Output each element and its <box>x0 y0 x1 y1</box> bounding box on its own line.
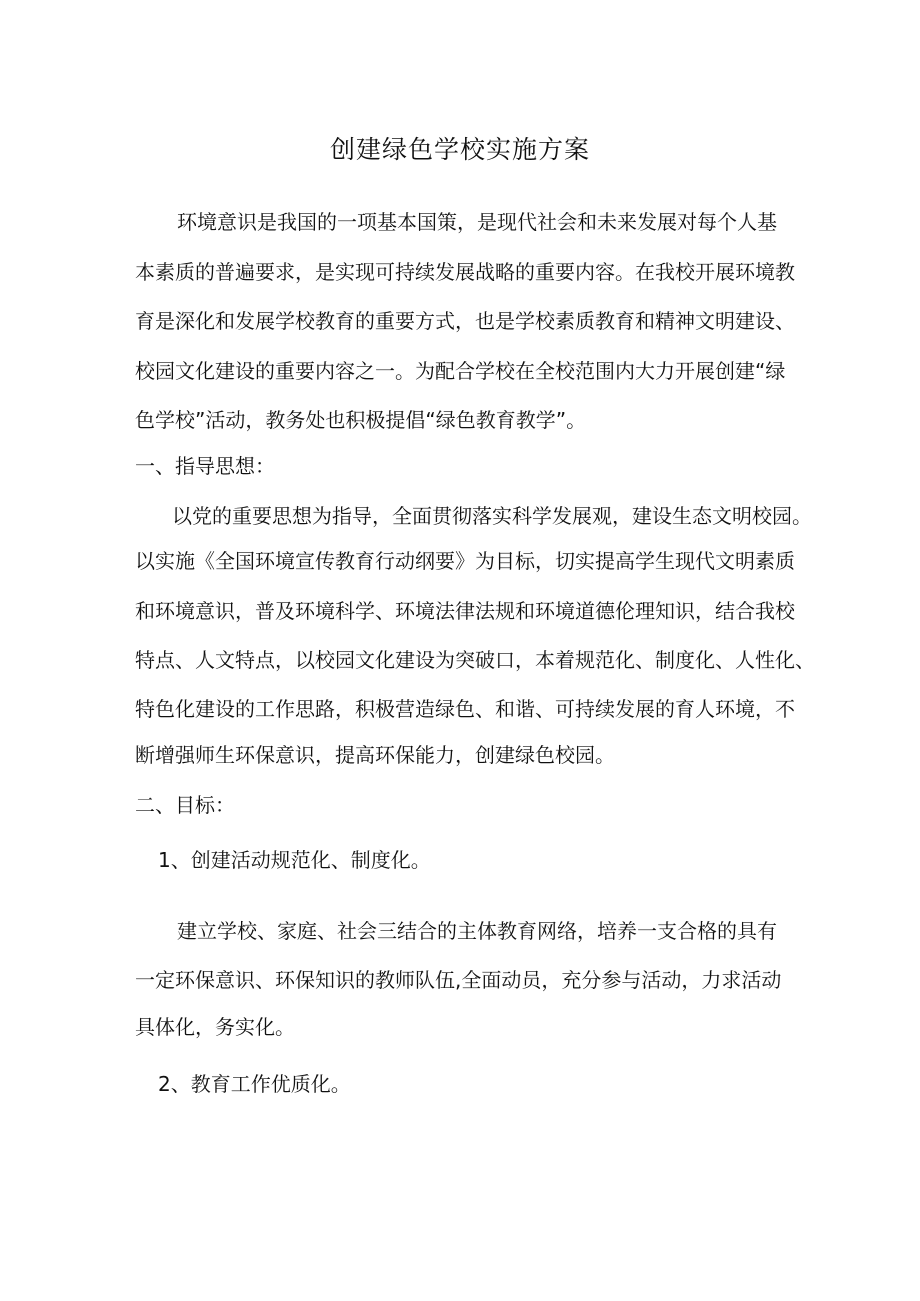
goal-item-1-line: 建立学校、家庭、社会三结合的主体教育网络，培养一支合格的具有 <box>177 919 777 943</box>
document-title: 创建绿色学校实施方案 <box>329 135 590 164</box>
goal-item-1-line: 具体化，务实化。 <box>135 1015 295 1039</box>
section1-line: 断增强师生环保意识，提高环保能力，创建绿色校园。 <box>135 743 615 767</box>
goal-item-2-heading: 2、教育工作优质化。 <box>158 1072 351 1096</box>
section1-line: 以党的重要思想为指导，全面贯彻落实科学发展观，建设生态文明校园。 <box>172 504 812 528</box>
intro-line: 环境意识是我国的一项基本国策，是现代社会和未来发展对每个人基 <box>177 210 777 234</box>
intro-line: 本素质的普遍要求，是实现可持续发展战略的重要内容。在我校开展环境教 <box>135 260 795 284</box>
section1-line: 特点、人文特点，以校园文化建设为突破口，本着规范化、制度化、人性化、 <box>135 648 815 672</box>
intro-line: 育是深化和发展学校教育的重要方式，也是学校素质教育和精神文明建设、 <box>135 309 795 333</box>
goal-item-1-line: 一定环保意识、环保知识的教师队伍,全面动员，充分参与活动，力求活动 <box>135 968 782 992</box>
section-heading-guiding-thought: 一、指导思想： <box>135 454 275 478</box>
intro-line: 校园文化建设的重要内容之一。为配合学校在全校范围内大力开展创建“绿 <box>135 359 786 383</box>
section1-line: 特色化建设的工作思路，积极营造绿色、和谐、可持续发展的育人环境，不 <box>135 697 795 721</box>
goal-item-1-heading: 1、创建活动规范化、制度化。 <box>158 848 431 872</box>
intro-line: 色学校”活动，教务处也积极提倡“绿色教育教学”。 <box>135 408 587 432</box>
section1-line: 以实施《全国环境宣传教育行动纲要》为目标，切实提高学生现代文明素质 <box>135 549 795 573</box>
section-heading-goals: 二、目标： <box>135 793 235 817</box>
section1-line: 和环境意识，普及环境科学、环境法律法规和环境道德伦理知识，结合我校 <box>135 599 795 623</box>
